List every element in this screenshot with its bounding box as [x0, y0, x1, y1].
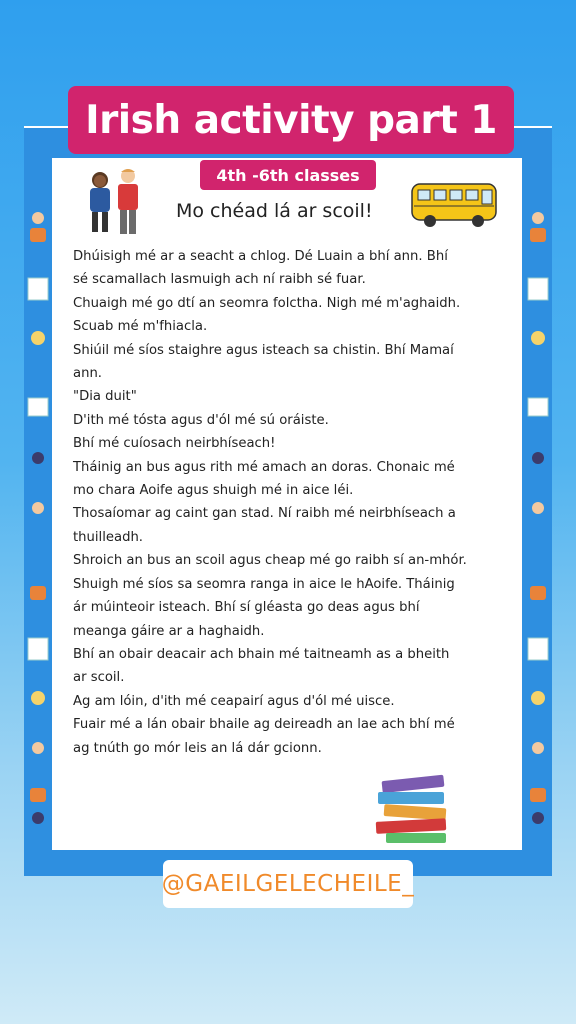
story-line: Shroich an bus an scoil agus cheap mé go raibh sí an-mhór.	[73, 553, 467, 569]
story-line: thuilleadh.	[73, 529, 143, 545]
story-line: Shiúil mé síos staighre agus isteach sa chistin. Bhí Mamaí	[73, 342, 454, 358]
story-line: Bhí an obair deacair ach bhain mé taitneamh as a bheith	[73, 646, 450, 662]
border-pattern-right-icon	[524, 158, 552, 850]
story-line: Dhúisigh mé ar a seacht a chlog. Dé Luain a bhí ann. Bhí	[73, 249, 448, 264]
story-line: Thosaíomar ag caint gan stad. Ní raibh mé neirbhíseach a	[73, 506, 456, 522]
story-line: mo chara Aoife agus shuigh mé in aice léi.	[73, 483, 354, 499]
story-line: Fuair mé a lán obair bhaile ag deireadh an lae ach bhí mé	[73, 717, 455, 733]
story-line: ag tnúth go mór leis an lá dár gcionn.	[73, 740, 322, 756]
story-line: ar scoil.	[73, 670, 125, 686]
story-line: ár múinteoir isteach. Bhí sí gléasta go deas agus bhí	[73, 600, 420, 616]
story-line: Chuaigh mé go dtí an seomra folctha. Nigh mé m'aghaidh.	[73, 295, 461, 311]
border-pattern-left-icon	[24, 158, 52, 850]
books-stack-illustration-icon	[372, 770, 464, 850]
story-line: Ag am lóin, d'ith mé ceapairí agus d'ól mé uisce.	[73, 693, 395, 709]
story-line: Scuab mé m'fhiacla.	[73, 319, 208, 335]
story-line: Tháinig an bus agus rith mé amach an doras. Chonaic mé	[73, 459, 455, 475]
story-line: Bhí mé cuíosach neirbhíseach!	[73, 436, 276, 452]
story-line: Shuigh mé síos sa seomra ranga in aice le hAoife. Tháinig	[73, 576, 455, 592]
class-level-badge: 4th -6th classes	[200, 160, 376, 190]
social-handle[interactable]: @GAEILGELECHEILE_	[163, 860, 413, 908]
story-text	[73, 245, 513, 760]
school-bus-illustration-icon	[408, 178, 500, 230]
story-line: D'ith mé tósta agus d'ól mé sú oráiste.	[73, 412, 329, 428]
story-line: ann.	[73, 366, 102, 382]
page-title: Irish activity part 1	[68, 86, 514, 154]
worksheet-heading: Mo chéad lá ar scoil!	[176, 200, 373, 222]
story-line: "Dia duit"	[73, 389, 137, 405]
story-line: meanga gáire ar a haghaidh.	[73, 623, 265, 639]
children-illustration-icon	[82, 166, 148, 240]
story-line: sé scamallach lasmuigh ach ní raibh sé fuar.	[73, 272, 366, 288]
